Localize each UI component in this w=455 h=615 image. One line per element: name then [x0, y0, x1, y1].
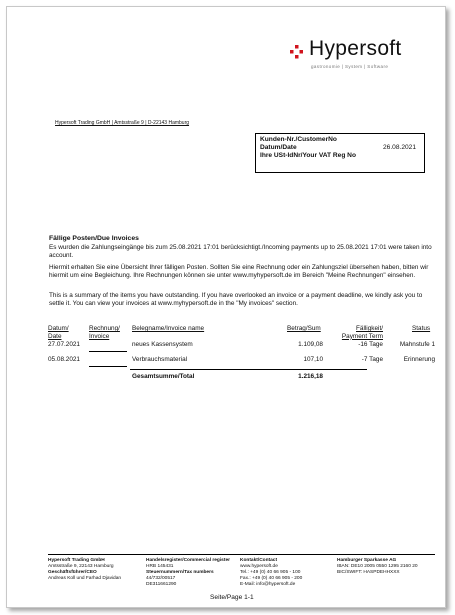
footer-bank: Hamburger Sparkasse AG IBAN: DE10 2005 0550 1295 2160 20 BIC/SWIFT: HASPDEHHXXX	[337, 558, 418, 575]
row2-amount: 107,10	[303, 356, 323, 363]
row1-name: neues Kassensystem	[132, 341, 193, 348]
row1-status: Mahnstufe 1	[399, 341, 435, 348]
summary-text-de: Hiermit erhalten Sie eine Übersicht Ihrer fälligen Posten. Sollten Sie eine Rechnung oder ein Zahlungsziel übersehen haben, bitten wir hiermit um eine Begleichung. Ihre Rechnungen können sie unter www.myhypersoft.de im Bereich "Meine Rechnungen" einsehen.	[49, 264, 429, 279]
row2-name: Verbrauchsmaterial	[132, 356, 188, 363]
sender-address-line: Hypersoft Trading GmbH | Amtsstraße 9 | D-22143 Hamburg	[55, 120, 190, 126]
date-label: Datum/Date	[260, 144, 297, 151]
col-header-amount: Betrag/Sum	[287, 325, 321, 332]
row2-term: -7 Tage	[361, 356, 383, 363]
footer-rule	[48, 554, 435, 555]
logo-wordmark: Hypersoft	[309, 37, 402, 60]
footer-register: Handelsregister/Commercial register HRB 145431 Steuernummern/Tax numbers 44/732/00517 DE311661290	[146, 558, 230, 587]
logo-tagline: gastronomie | System | Software	[311, 64, 389, 69]
page-number: Seite/Page 1-1	[210, 594, 254, 601]
col-header-invoice-name: Belegname/Invoice name	[132, 325, 205, 332]
summary-text-en: This is a summary of the items you have outstanding. If you have overlooked an invoice or a payment deadline, we kindly ask you to settle it. You can view your invoices at www.myhypersoft.de in the "My invoices" section.	[49, 292, 423, 307]
payment-cutoff-text: Es wurden die Zahlungseingänge bis zum 25.08.2021 17:01 berücksichtigt./Incoming payments up to 25.08.2021 17:01 were taken into account.	[49, 244, 432, 259]
vat-number-label: Ihre USt-IdNr/Your VAT Reg No	[260, 152, 356, 159]
row2-date: 05.08.2021	[48, 356, 80, 363]
document-heading: Fällige Posten/Due Invoices	[49, 235, 139, 242]
hypersoft-logo-icon	[290, 45, 304, 59]
footer-company: Hypersoft Trading GmbH Amtsstraße 9, 22143 Hamburg Geschäftsführer/CEO Andreas Koll und Farhad Djavidan	[48, 558, 122, 581]
customer-info-box	[255, 133, 425, 173]
footer-contact: Kontakt/Contact www.hypersoft.de Tel.: +49 (0) 40 66 905 - 100 Fax.: +49 (0) 40 66 905 - 200 E-Mail: info@hypersoft.de	[240, 558, 303, 587]
total-rule	[130, 369, 367, 370]
row1-amount: 1.109,08	[298, 341, 323, 348]
row1-date: 27.07.2021	[48, 341, 80, 348]
customer-number-label: Kunden-Nr./CustomerNo	[260, 136, 337, 143]
total-value: 1.216,18	[298, 373, 323, 380]
row1-invoice-underline	[89, 351, 127, 352]
row2-invoice-underline	[89, 366, 127, 367]
total-label: Gesamtsumme/Total	[132, 373, 195, 380]
invoice-page	[6, 6, 446, 608]
row2-status: Erinnerung	[403, 356, 435, 363]
col-header-status: Status	[412, 325, 431, 332]
col-header-invoice: Rechnung/ Invoice	[89, 325, 120, 340]
document-date: 26.08.2021	[383, 144, 417, 151]
col-header-payment-term: Fälligkeit/ Payment Term	[341, 325, 383, 340]
row1-term: -16 Tage	[358, 341, 383, 348]
col-header-date: Datum/ Date	[48, 325, 69, 340]
